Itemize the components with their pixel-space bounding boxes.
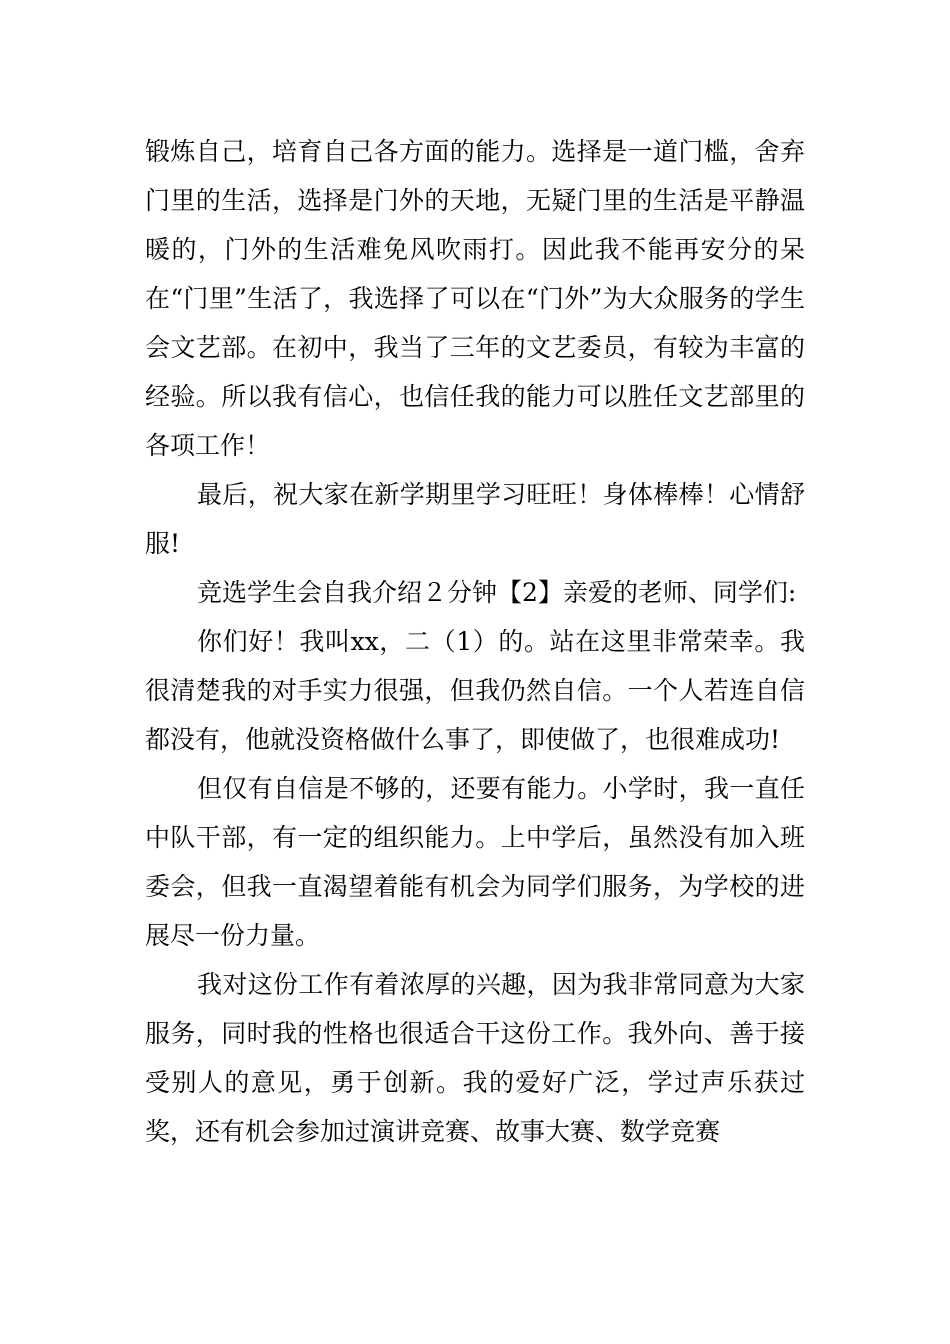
paragraph-closing-wishes: 最后，祝大家在新学期里学习旺旺！身体棒棒！心情舒服!: [145, 480, 805, 558]
paragraph-ability: 但仅有自信是不够的，还要有能力。小学时，我一直任中队干部，有一定的组织能力。上中学后，虽然没有加入班委会，但我一直渴望着能有机会为同学们服务，为学校的进展尽一份力量。: [145, 774, 805, 950]
document-body: [145, 127, 805, 1156]
paragraph-greeting: 你们好！我叫xx，二（1）的。站在这里非常荣幸。我很清楚我的对手实力很强，但我仍然自信。一个人若连自信都没有，他就没资格做什么事了，即使做了，也很难成功!: [145, 627, 805, 754]
paragraph-interest: 我对这份工作有着浓厚的兴趣，因为我非常同意为大家服务，同时我的性格也很适合干这份工作。我外向、善于接受别人的意见，勇于创新。我的爱好广泛，学过声乐获过奖，还有机会参加过演讲竞赛、故事大赛、数学竞赛: [145, 970, 805, 1146]
paragraph-continued: 锻炼自己，培育自己各方面的能力。选择是一道门槛，舍弃门里的生活，选择是门外的天地，无疑门里的生活是平静温暖的，门外的生活难免风吹雨打。因此我不能再安分的呆在“门里”生活了，我选择了可以在“门外”为大众服务的学生会文艺部。在初中，我当了三年的文艺委员，有较为丰富的经验。所以我有信心，也信任我的能力可以胜任文艺部里的各项工作！: [145, 137, 805, 460]
paragraph-section-heading: 竞选学生会自我介绍２分钟【2】亲爱的老师、同学们:: [197, 578, 797, 607]
